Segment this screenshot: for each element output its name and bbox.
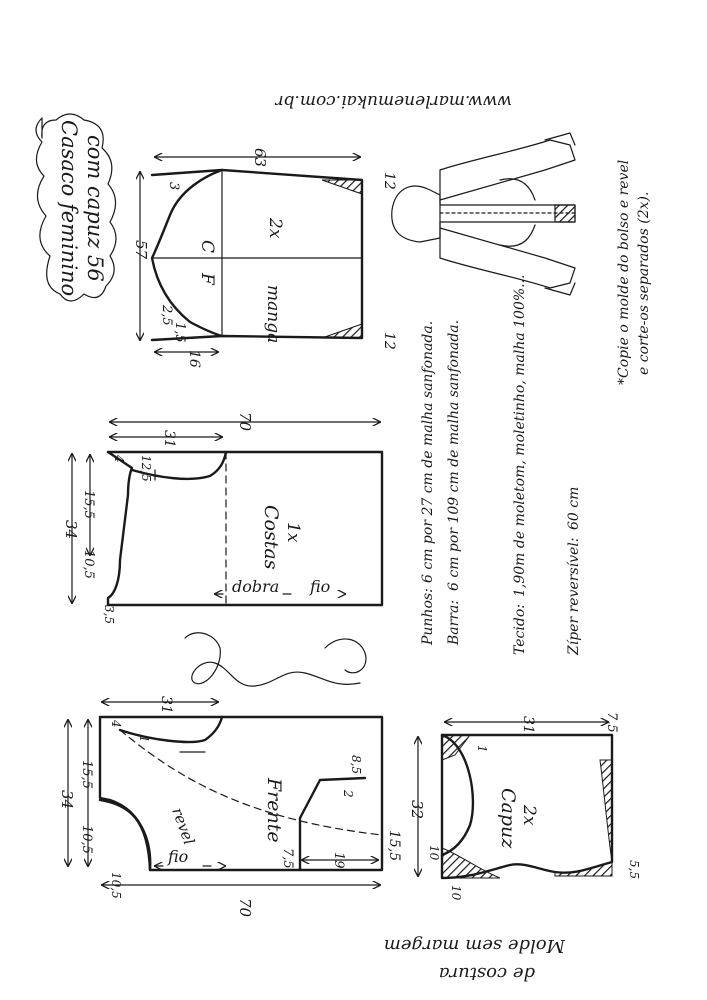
title-line1: Casaco feminino [57,120,81,297]
frente-facing-label: revel [168,805,199,848]
piece-capuz [408,712,641,901]
frente-dim-shoulder-label: 31 [158,696,174,714]
note-barra-text: 6 cm por 109 cm de malha sanfonada. [446,319,462,591]
costas-fold: dobra [232,577,280,596]
frente-grain: fio [168,847,189,866]
manga-letter-c: C [197,240,217,254]
frente-dim-hem: 15,5 [386,830,402,862]
frente-dim-neck-drop: 4 [109,720,123,728]
note-ziper [566,487,582,656]
manga-dim-capfront-a: 2,5 [159,305,174,326]
manga-dim-cuff-bottom: 12 [381,332,397,350]
costas-dim-neck-width: 10,5 [81,550,96,579]
note-punhos-text: 6 cm por 27 cm de malha sanfonada. [420,320,436,583]
capuz-dim-bl-b: 10 [449,885,463,901]
capuz-dim-bl-a: 10 [427,845,441,861]
seam-note-line1: Molde sem margem [383,935,565,956]
note-punhos-label: Punhos: [420,588,436,645]
costas-label: Costas [260,505,282,570]
title-line2: com capuz [83,135,107,249]
piece-manga [132,148,397,368]
manga-dim-length-label: 63 [251,148,269,168]
manga-dim-capback: 3 [166,182,181,191]
capuz-hatch-top [442,735,470,760]
capuz-dim-curve: 1 [475,745,489,753]
frente-dim-neck-width: 10,5 [79,825,94,854]
title-size: 56 [83,255,107,282]
note-barra [446,320,462,646]
manga-dim-left-label: 16 [186,350,202,368]
seam-note [384,935,566,984]
seam-note-line2: de costura [438,963,535,984]
title-block [57,120,107,296]
frente-dim-pocket-a: 2 [341,790,355,798]
manga-dim-width-label: 57 [132,240,150,260]
capuz-count: 2x [519,805,539,826]
frente-dim-upper-label: 15,5 [79,760,94,789]
svg-text:Punhos: [420,588,436,646]
capuz-hatch-right [600,760,612,862]
costas-count: 1x [283,522,303,543]
frente-facing-line [120,730,382,835]
costas-dim-armhole-b: 12,5 [139,455,153,482]
notes-block [420,160,652,656]
manga-letter-f: F [197,273,217,285]
capuz-dim-br: 5,5 [627,860,641,880]
manga-label: manga [263,285,283,344]
costas-dim-armhole-a: 15,5 [81,490,96,519]
manga-hatch-top [322,180,362,194]
frente-dim-neck-depth: 10,5 [109,872,123,899]
hoodie-sketch [392,133,575,295]
costas-grain: fio [310,577,331,596]
costas-dim-width-label: 34 [62,520,80,540]
frente-dim-pocket-h: 7,5 [280,848,295,869]
note-tecido [512,274,528,655]
note-copy [616,160,652,385]
signature [185,633,366,686]
frente-dim-length-label: 70 [236,898,254,918]
note-copy-line1: *Copie o molde do bolso e revel [616,159,632,385]
manga-dim-cuff-top: 12 [381,172,397,190]
capuz-dim-topright: 7,5 [604,712,619,733]
note-copy-line2: e corte-os separados (2x). [636,191,652,375]
costas-dim-length-label: 70 [236,412,254,432]
costas-dim-shoulder-label: 31 [161,430,177,448]
note-ziper-text: 60 cm [566,486,582,530]
note-punhos [420,321,436,646]
costas-dim-neck-depth: 3,5 [102,605,116,625]
manga-dim-capfront-b: 1,5 [172,322,187,343]
capuz-dim-top-label: 31 [520,716,536,734]
note-barra-label: Barra: [446,599,462,645]
note-tecido-text: 1,90m de moletom, moletinho, malha 100%... [512,274,528,597]
note-ziper-label: Zíper reversível: [566,537,582,655]
piece-frente [58,696,402,918]
costas-dim-neck-drop: 4 [112,455,126,463]
manga-hatch-bottom [322,324,362,338]
frente-armhole [120,717,222,742]
frente-dim-pocket-w-label: 19 [331,852,346,869]
frente-dim-armhole: 1 [137,735,151,743]
frente-dim-width-label: 34 [58,790,76,810]
capuz-label: Capuz [497,788,519,849]
frente-dim-pocket-b: 8,5 [349,755,363,775]
capuz-dim-height-label: 32 [408,800,426,820]
frente-label: Frente [263,778,285,843]
capuz-hatch-bottom [442,848,500,878]
piece-costas [62,412,382,624]
note-tecido-label: Tecido: [512,604,528,655]
frente-neck [100,800,150,870]
website-text: www.marlenemukai.com.br [275,91,512,111]
manga-count: 2x [265,218,285,239]
